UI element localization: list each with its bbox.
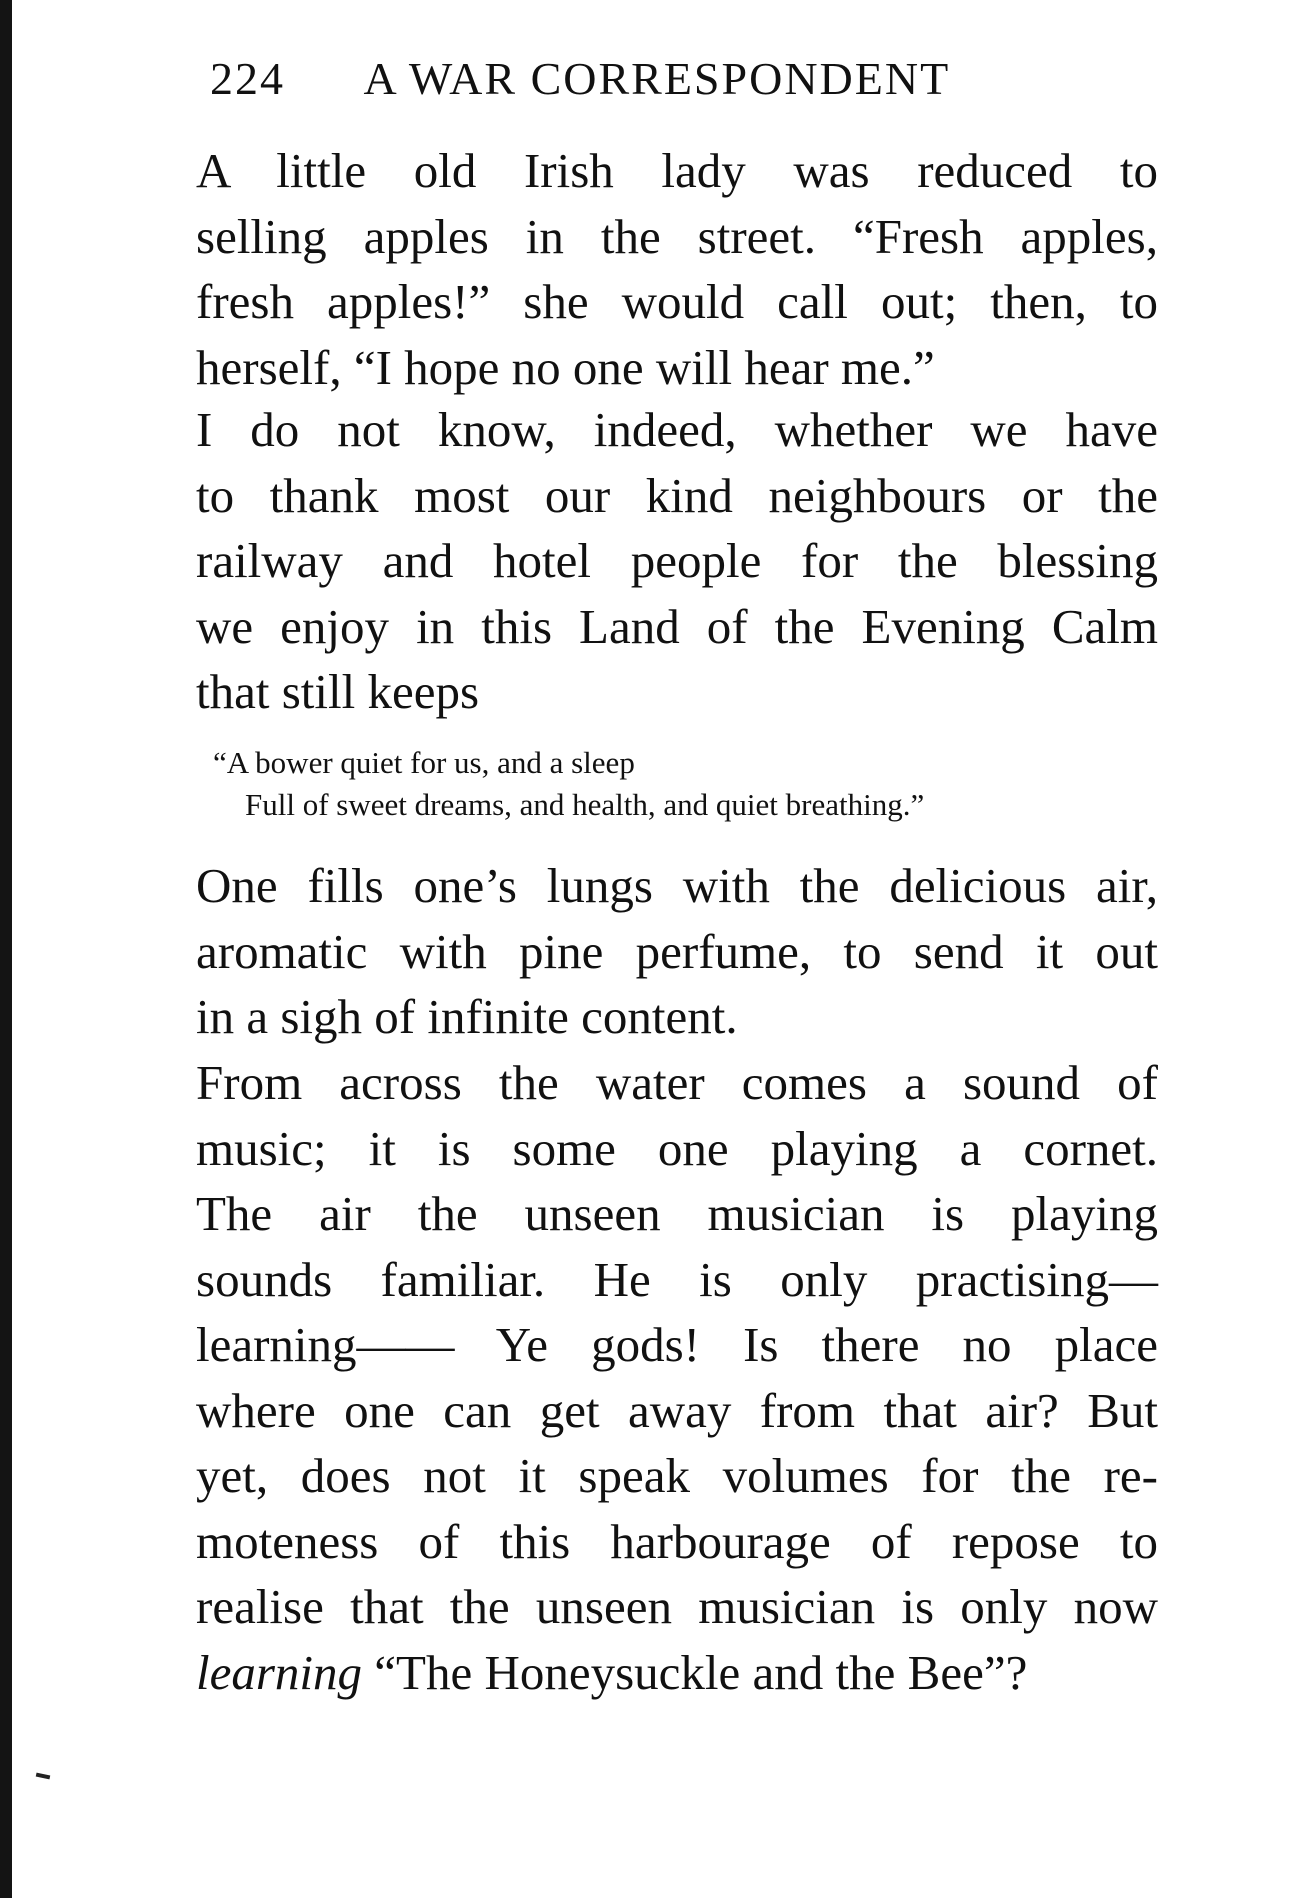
running-head: A WAR CORRESPONDENT bbox=[363, 53, 951, 104]
quote-line: Full of sweet dreams, and health, and quiet breathing.” bbox=[245, 787, 925, 822]
final-line-rest: “The Honeysuckle and the Bee”? bbox=[362, 1644, 1028, 1700]
paragraph-apple-seller bbox=[196, 138, 1158, 400]
page-header bbox=[210, 52, 1110, 112]
verse-quotation bbox=[213, 742, 1153, 826]
text-line: selling apples in the street. “Fresh apples, bbox=[196, 208, 1158, 264]
text-line: realise that the unseen musician is only now bbox=[196, 1579, 1158, 1634]
paragraph-evening-calm bbox=[196, 397, 1158, 725]
text-line: fresh apples!” she would call out; then, to bbox=[196, 274, 1158, 329]
text-line: I do not know, indeed, whether we have bbox=[196, 402, 1158, 457]
page-number: 224 bbox=[210, 53, 285, 104]
text-line: that still keeps bbox=[196, 664, 480, 719]
text-line: sounds familiar. He is only practising— bbox=[196, 1251, 1158, 1307]
text-line: music; it is some one playing a cornet. bbox=[196, 1120, 1158, 1176]
text-line: A little old Irish lady was reduced to bbox=[196, 143, 1158, 198]
paragraph-pine-air bbox=[196, 853, 1158, 1050]
text-line: learning—— Ye gods! Is there no place bbox=[196, 1317, 1158, 1372]
paragraph-cornet-music bbox=[196, 1050, 1158, 1705]
text-line: One fills one’s lungs with the delicious air, bbox=[196, 858, 1158, 913]
quote-line: “A bower quiet for us, and a sleep bbox=[213, 745, 635, 780]
text-line: to thank most our kind neighbours or the bbox=[196, 467, 1158, 523]
page-edge-mark bbox=[36, 1773, 51, 1780]
text-line-final bbox=[196, 1640, 1158, 1706]
text-line: railway and hotel people for the blessing bbox=[196, 533, 1158, 588]
text-line: The air the unseen musician is playing bbox=[196, 1186, 1158, 1241]
text-line: yet, does not it speak volumes for the re- bbox=[196, 1448, 1158, 1503]
italic-word: learning bbox=[196, 1644, 363, 1700]
text-line: From across the water comes a sound of bbox=[196, 1055, 1158, 1110]
text-line: aromatic with pine perfume, to send it out bbox=[196, 923, 1158, 979]
text-line: where one can get away from that air? But bbox=[196, 1382, 1158, 1438]
text-line: in a sigh of infinite content. bbox=[196, 989, 738, 1044]
text-line: herself, “I hope no one will hear me.” bbox=[196, 339, 935, 395]
text-line: moteness of this harbourage of repose to bbox=[196, 1513, 1158, 1569]
text-line: we enjoy in this Land of the Evening Calm bbox=[196, 598, 1158, 654]
page-binding-edge bbox=[0, 0, 12, 1898]
